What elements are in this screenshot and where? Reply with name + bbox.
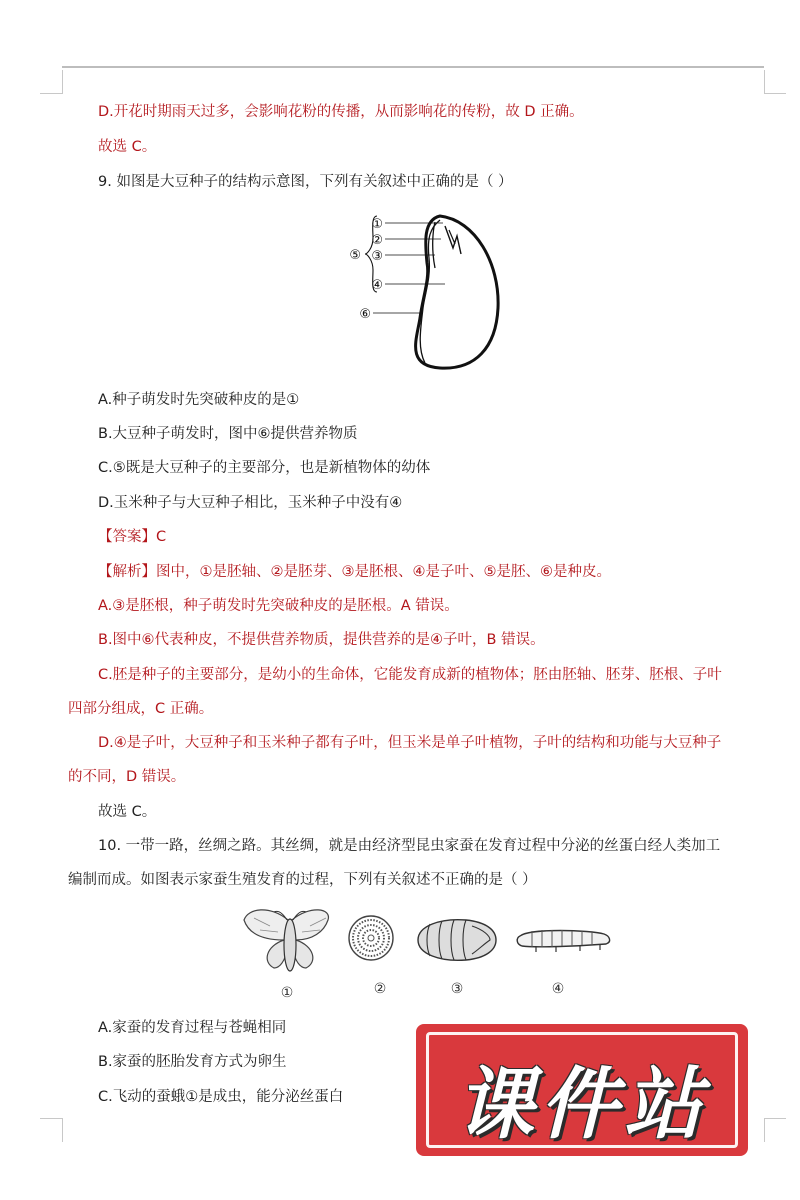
stage-label-4: ④ xyxy=(551,981,565,997)
crop-mark xyxy=(764,1118,783,1142)
analysis-d: D.④是子叶，大豆种子和玉米种子都有子叶，但玉米是单子叶植物，子叶的结构和功能与大豆种子 xyxy=(98,735,722,751)
seed-label-4: ④ xyxy=(371,278,383,293)
stage-label-2: ② xyxy=(373,981,387,997)
seed-label-2: ② xyxy=(371,233,383,248)
crop-mark xyxy=(44,1118,63,1142)
crop-mark xyxy=(40,93,62,94)
larva-icon xyxy=(517,930,609,952)
analysis-b: B.图中⑥代表种皮，不提供营养物质，提供营养的是④子叶，B 错误。 xyxy=(98,632,545,648)
analysis-d-cont: 的不同，D 错误。 xyxy=(68,769,186,785)
seed-label-1: ① xyxy=(371,217,383,232)
seed-label-3: ③ xyxy=(371,249,383,264)
option-c: C.飞动的蚕蛾①是成虫，能分泌丝蛋白 xyxy=(98,1089,344,1105)
moth-icon xyxy=(244,910,328,971)
question-9-stem: 9. 如图是大豆种子的结构示意图，下列有关叙述中正确的是（ ） xyxy=(98,174,513,190)
analysis-c-cont: 四部分组成，C 正确。 xyxy=(68,701,214,717)
analysis-line: 【解析】图中，①是胚轴、②是胚芽、③是胚根、④是子叶、⑤是胚、⑥是种皮。 xyxy=(98,564,611,580)
stage-label-1: ① xyxy=(280,985,294,1001)
option-c: C.⑤既是大豆种子的主要部分，也是新植物体的幼体 xyxy=(98,460,431,476)
option-d: D.玉米种子与大豆种子相比，玉米种子中没有④ xyxy=(98,495,403,511)
crop-mark xyxy=(764,1118,786,1119)
option-b: B.大豆种子萌发时，图中⑥提供营养物质 xyxy=(98,426,358,442)
watermark-stamp xyxy=(416,1024,748,1156)
watermark-text: 课件站 xyxy=(455,1060,708,1150)
page-top-rule xyxy=(62,66,764,68)
explanation-line: D.开花时期雨天过多，会影响花粉的传播，从而影响花的传粉，故 D 正确。 xyxy=(98,104,584,120)
answer-line: 【答案】C xyxy=(98,529,167,545)
answer-choice-line: 故选 C。 xyxy=(98,804,157,820)
crop-mark xyxy=(764,93,786,94)
question-10-stem-cont: 编制而成。如图表示家蚕生殖发育的过程，下列有关叙述不正确的是（ ） xyxy=(68,872,537,888)
option-a: A.种子萌发时先突破种皮的是① xyxy=(98,392,300,408)
option-b: B.家蚕的胚胎发育方式为卵生 xyxy=(98,1054,287,1070)
crop-mark xyxy=(764,70,783,94)
egg-mass-icon xyxy=(349,916,393,960)
seed-label-5: ⑤ xyxy=(349,248,361,263)
seed-label-6: ⑥ xyxy=(359,307,371,322)
pupa-icon xyxy=(418,920,496,961)
crop-mark xyxy=(44,70,63,94)
answer-choice-line: 故选 C。 xyxy=(98,139,157,155)
soybean-seed-diagram xyxy=(345,208,505,374)
crop-mark xyxy=(40,1118,62,1119)
stage-label-3: ③ xyxy=(450,981,464,997)
question-10-stem: 10. 一带一路，丝绸之路。其丝绸，就是由经济型昆虫家蚕在发育过程中分泌的丝蛋白经人类加工 xyxy=(98,838,721,854)
silkworm-life-cycle-diagram xyxy=(240,900,620,1005)
analysis-a: A.③是胚根，种子萌发时先突破种皮的是胚根。A 错误。 xyxy=(98,598,459,614)
analysis-c: C.胚是种子的主要部分，是幼小的生命体，它能发育成新的植物体；胚由胚轴、胚芽、胚根、子叶 xyxy=(98,667,722,683)
option-a: A.家蚕的发育过程与苍蝇相同 xyxy=(98,1020,287,1036)
